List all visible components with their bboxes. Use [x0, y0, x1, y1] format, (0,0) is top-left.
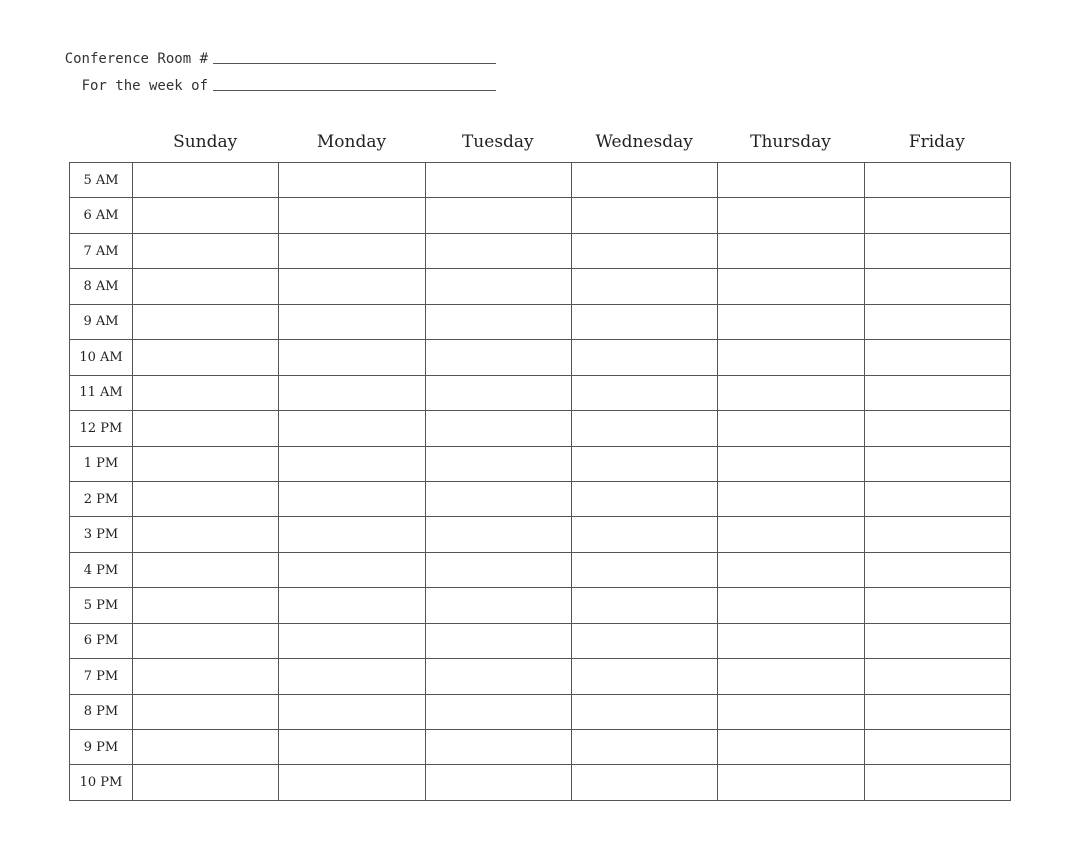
- schedule-cell-monday[interactable]: [279, 269, 425, 304]
- schedule-cell-friday[interactable]: [864, 517, 1010, 552]
- table-row: [70, 411, 1011, 446]
- time-label: 9 PM: [70, 730, 133, 765]
- schedule-cell-monday[interactable]: [279, 304, 425, 339]
- schedule-cell-tuesday[interactable]: [425, 588, 571, 623]
- week-of-field[interactable]: [0, 78, 496, 94]
- time-label: 6 AM: [70, 198, 133, 233]
- schedule-cell-tuesday[interactable]: [425, 552, 571, 587]
- schedule-cell-sunday[interactable]: [133, 659, 279, 694]
- table-row: [70, 552, 1011, 587]
- schedule-cell-wednesday[interactable]: [571, 304, 717, 339]
- schedule-cell-monday[interactable]: [279, 411, 425, 446]
- schedule-cell-friday[interactable]: [864, 411, 1010, 446]
- time-label: 8 AM: [70, 269, 133, 304]
- schedule-cell-friday[interactable]: [864, 375, 1010, 410]
- time-label: 3 PM: [70, 517, 133, 552]
- week-of-label: For the week of: [81, 78, 208, 94]
- schedule-cell-tuesday[interactable]: [425, 481, 571, 516]
- schedule-cell-thursday[interactable]: [718, 730, 864, 765]
- table-row: [70, 659, 1011, 694]
- time-label: 7 AM: [70, 233, 133, 268]
- schedule-cell-wednesday[interactable]: [571, 481, 717, 516]
- schedule-cell-thursday[interactable]: [718, 198, 864, 233]
- table-row: [70, 304, 1011, 339]
- schedule-cell-wednesday[interactable]: [571, 517, 717, 552]
- schedule-cell-sunday[interactable]: [133, 588, 279, 623]
- schedule-cell-sunday[interactable]: [133, 269, 279, 304]
- room-number-line[interactable]: [213, 63, 496, 64]
- schedule-cell-tuesday[interactable]: [425, 446, 571, 481]
- schedule-cell-tuesday[interactable]: [425, 411, 571, 446]
- schedule-cell-thursday[interactable]: [718, 765, 864, 801]
- schedule-cell-sunday[interactable]: [133, 198, 279, 233]
- schedule-cell-monday[interactable]: [279, 588, 425, 623]
- schedule-cell-thursday[interactable]: [718, 304, 864, 339]
- schedule-cell-sunday[interactable]: [133, 694, 279, 729]
- week-of-line[interactable]: [213, 90, 496, 91]
- schedule-cell-tuesday[interactable]: [425, 623, 571, 658]
- schedule-cell-sunday[interactable]: [133, 765, 279, 801]
- schedule-cell-wednesday[interactable]: [571, 694, 717, 729]
- schedule-cell-monday[interactable]: [279, 765, 425, 801]
- schedule-cell-friday[interactable]: [864, 694, 1010, 729]
- schedule-cell-tuesday[interactable]: [425, 375, 571, 410]
- schedule-cell-thursday[interactable]: [718, 481, 864, 516]
- time-label: 11 AM: [70, 375, 133, 410]
- schedule-cell-wednesday[interactable]: [571, 730, 717, 765]
- time-label: 6 PM: [70, 623, 133, 658]
- time-label: 4 PM: [70, 552, 133, 587]
- time-label: 10 AM: [70, 340, 133, 375]
- table-row: [70, 340, 1011, 375]
- schedule-cell-wednesday[interactable]: [571, 269, 717, 304]
- time-label: 7 PM: [70, 659, 133, 694]
- schedule-cell-thursday[interactable]: [718, 163, 864, 198]
- schedule-cell-tuesday[interactable]: [425, 517, 571, 552]
- time-label: 5 AM: [70, 163, 133, 198]
- time-label: 5 PM: [70, 588, 133, 623]
- schedule-cell-friday[interactable]: [864, 304, 1010, 339]
- schedule-cell-tuesday[interactable]: [425, 269, 571, 304]
- time-label: 2 PM: [70, 481, 133, 516]
- schedule-cell-thursday[interactable]: [718, 340, 864, 375]
- schedule-cell-sunday[interactable]: [133, 304, 279, 339]
- schedule-cell-thursday[interactable]: [718, 411, 864, 446]
- room-number-label: Conference Room #: [64, 51, 208, 67]
- schedule-cell-monday[interactable]: [279, 659, 425, 694]
- table-row: [70, 198, 1011, 233]
- table-row: [70, 517, 1011, 552]
- schedule-cell-thursday[interactable]: [718, 446, 864, 481]
- schedule-cell-friday[interactable]: [864, 623, 1010, 658]
- schedule-cell-wednesday[interactable]: [571, 659, 717, 694]
- schedule-cell-sunday[interactable]: [133, 340, 279, 375]
- schedule-cell-friday[interactable]: [864, 446, 1010, 481]
- schedule-cell-tuesday[interactable]: [425, 694, 571, 729]
- schedule-cell-thursday[interactable]: [718, 552, 864, 587]
- schedule-cell-monday[interactable]: [279, 694, 425, 729]
- schedule-cell-thursday[interactable]: [718, 269, 864, 304]
- schedule-cell-wednesday[interactable]: [571, 552, 717, 587]
- day-header-thursday: Thursday: [750, 132, 831, 152]
- schedule-cell-thursday[interactable]: [718, 623, 864, 658]
- schedule-cell-sunday[interactable]: [133, 163, 279, 198]
- schedule-cell-tuesday[interactable]: [425, 198, 571, 233]
- schedule-cell-friday[interactable]: [864, 340, 1010, 375]
- schedule-cell-thursday[interactable]: [718, 694, 864, 729]
- day-header-tuesday: Tuesday: [461, 132, 534, 152]
- table-row: [70, 163, 1011, 198]
- schedule-cell-friday[interactable]: [864, 552, 1010, 587]
- day-header-friday: Friday: [908, 132, 965, 152]
- day-header-sunday: Sunday: [173, 132, 238, 152]
- schedule-cell-monday[interactable]: [279, 233, 425, 268]
- table-row: [70, 730, 1011, 765]
- time-label: 12 PM: [70, 411, 133, 446]
- time-label: 8 PM: [70, 694, 133, 729]
- schedule-cell-sunday[interactable]: [133, 730, 279, 765]
- schedule-cell-monday[interactable]: [279, 375, 425, 410]
- time-label: 9 AM: [70, 304, 133, 339]
- schedule-cell-thursday[interactable]: [718, 233, 864, 268]
- schedule-cell-friday[interactable]: [864, 588, 1010, 623]
- schedule-cell-sunday[interactable]: [133, 411, 279, 446]
- schedule-cell-tuesday[interactable]: [425, 765, 571, 801]
- time-label: 1 PM: [70, 446, 133, 481]
- schedule-cell-tuesday[interactable]: [425, 163, 571, 198]
- table-row: [70, 233, 1011, 268]
- schedule-cell-sunday[interactable]: [133, 375, 279, 410]
- schedule-cell-wednesday[interactable]: [571, 198, 717, 233]
- schedule-cell-friday[interactable]: [864, 730, 1010, 765]
- schedule-cell-monday[interactable]: [279, 163, 425, 198]
- schedule-cell-wednesday[interactable]: [571, 623, 717, 658]
- day-header-row: [132, 130, 1010, 156]
- schedule-cell-wednesday[interactable]: [571, 588, 717, 623]
- table-row: [70, 375, 1011, 410]
- schedule-cell-wednesday[interactable]: [571, 765, 717, 801]
- schedule-cell-tuesday[interactable]: [425, 730, 571, 765]
- schedule-cell-sunday[interactable]: [133, 446, 279, 481]
- schedule-cell-friday[interactable]: [864, 481, 1010, 516]
- schedule-cell-sunday[interactable]: [133, 623, 279, 658]
- schedule-cell-tuesday[interactable]: [425, 659, 571, 694]
- schedule-cell-friday[interactable]: [864, 163, 1010, 198]
- table-row: [70, 694, 1011, 729]
- schedule-cell-thursday[interactable]: [718, 588, 864, 623]
- schedule-cell-friday[interactable]: [864, 269, 1010, 304]
- schedule-cell-tuesday[interactable]: [425, 233, 571, 268]
- schedule-cell-monday[interactable]: [279, 517, 425, 552]
- schedule-cell-thursday[interactable]: [718, 517, 864, 552]
- schedule-cell-monday[interactable]: [279, 730, 425, 765]
- table-row: [70, 269, 1011, 304]
- schedule-cell-wednesday[interactable]: [571, 375, 717, 410]
- table-row: [70, 623, 1011, 658]
- table-row: [70, 446, 1011, 481]
- schedule-cell-wednesday[interactable]: [571, 340, 717, 375]
- schedule-cell-sunday[interactable]: [133, 481, 279, 516]
- schedule-cell-monday[interactable]: [279, 340, 425, 375]
- day-header-monday: Monday: [316, 132, 387, 152]
- schedule-cell-thursday[interactable]: [718, 659, 864, 694]
- schedule-cell-monday[interactable]: [279, 481, 425, 516]
- schedule-cell-monday[interactable]: [279, 198, 425, 233]
- schedule-cell-friday[interactable]: [864, 765, 1010, 801]
- schedule-cell-friday[interactable]: [864, 233, 1010, 268]
- schedule-cell-wednesday[interactable]: [571, 163, 717, 198]
- room-number-field[interactable]: [0, 51, 496, 67]
- table-row: [70, 765, 1011, 801]
- schedule-cell-tuesday[interactable]: [425, 340, 571, 375]
- schedule-cell-sunday[interactable]: [133, 233, 279, 268]
- schedule-cell-wednesday[interactable]: [571, 411, 717, 446]
- schedule-cell-monday[interactable]: [279, 552, 425, 587]
- time-label: 10 PM: [70, 765, 133, 801]
- table-row: [70, 481, 1011, 516]
- schedule-cell-tuesday[interactable]: [425, 304, 571, 339]
- schedule-cell-wednesday[interactable]: [571, 233, 717, 268]
- day-header-wednesday: Wednesday: [595, 132, 693, 152]
- schedule-cell-monday[interactable]: [279, 623, 425, 658]
- schedule-cell-friday[interactable]: [864, 198, 1010, 233]
- table-row: [70, 588, 1011, 623]
- schedule-cell-monday[interactable]: [279, 446, 425, 481]
- schedule-grid: [69, 162, 1011, 801]
- schedule-cell-friday[interactable]: [864, 659, 1010, 694]
- schedule-cell-wednesday[interactable]: [571, 446, 717, 481]
- schedule-cell-thursday[interactable]: [718, 375, 864, 410]
- schedule-cell-sunday[interactable]: [133, 552, 279, 587]
- schedule-cell-sunday[interactable]: [133, 517, 279, 552]
